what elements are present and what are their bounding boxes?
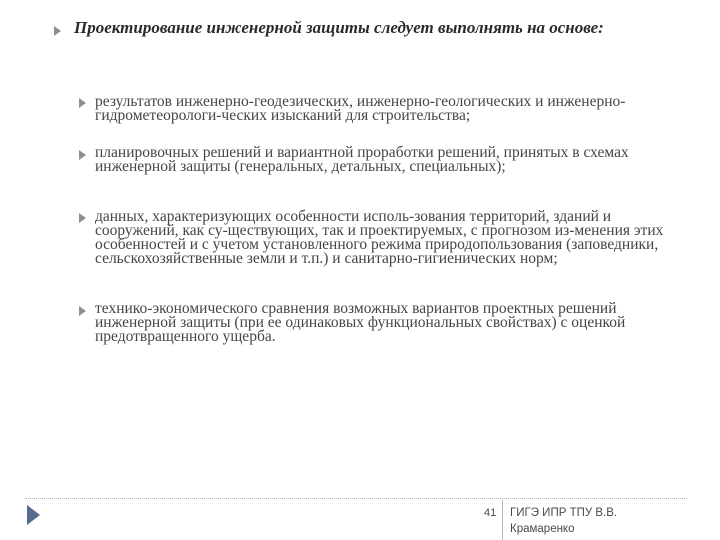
heading-bullet-icon [54,26,61,36]
footer-divider-line [25,498,687,499]
footer-author: ГИГЭ ИПР ТПУ В.В. Крамаренко [510,507,618,535]
list-item: технико-экономического сравнения возможных вариантов проектных решений инженерной защиты (при ее одинаковых функциональных свойствах) с оценкой предотвращенного ущерба. [95,300,626,345]
bullet-icon [79,213,86,223]
list-item: результатов инженерно-геодезических, инженерно-геологических и инженерно-гидрометеорологи-ческих изысканий для строительства; [95,93,626,124]
list-item: данных, характеризующих особенности исполь-зования территорий, зданий и сооружений, как су-ществующих, так и проектируемых, с прогнозом из-менения этих особенностей и с учетом установленного режима природопользования (заповедники, сельскохозяйственные земли и т.п.) и санитарно-гигиенических норм; [95,208,664,267]
bullet-icon [79,306,86,316]
list-item: планировочных решений и вариантной проработки решений, принятых в схемах инженерной защиты (генеральных, детальных, специальных); [95,144,629,175]
page-number: 41 [484,507,497,519]
footer-vertical-divider [502,500,503,540]
bullet-icon [79,98,86,108]
play-arrow-icon [27,505,40,525]
bullet-icon [79,150,86,160]
slide-heading: Проектирование инженерной защиты следует выполнять на основе: [74,18,604,37]
